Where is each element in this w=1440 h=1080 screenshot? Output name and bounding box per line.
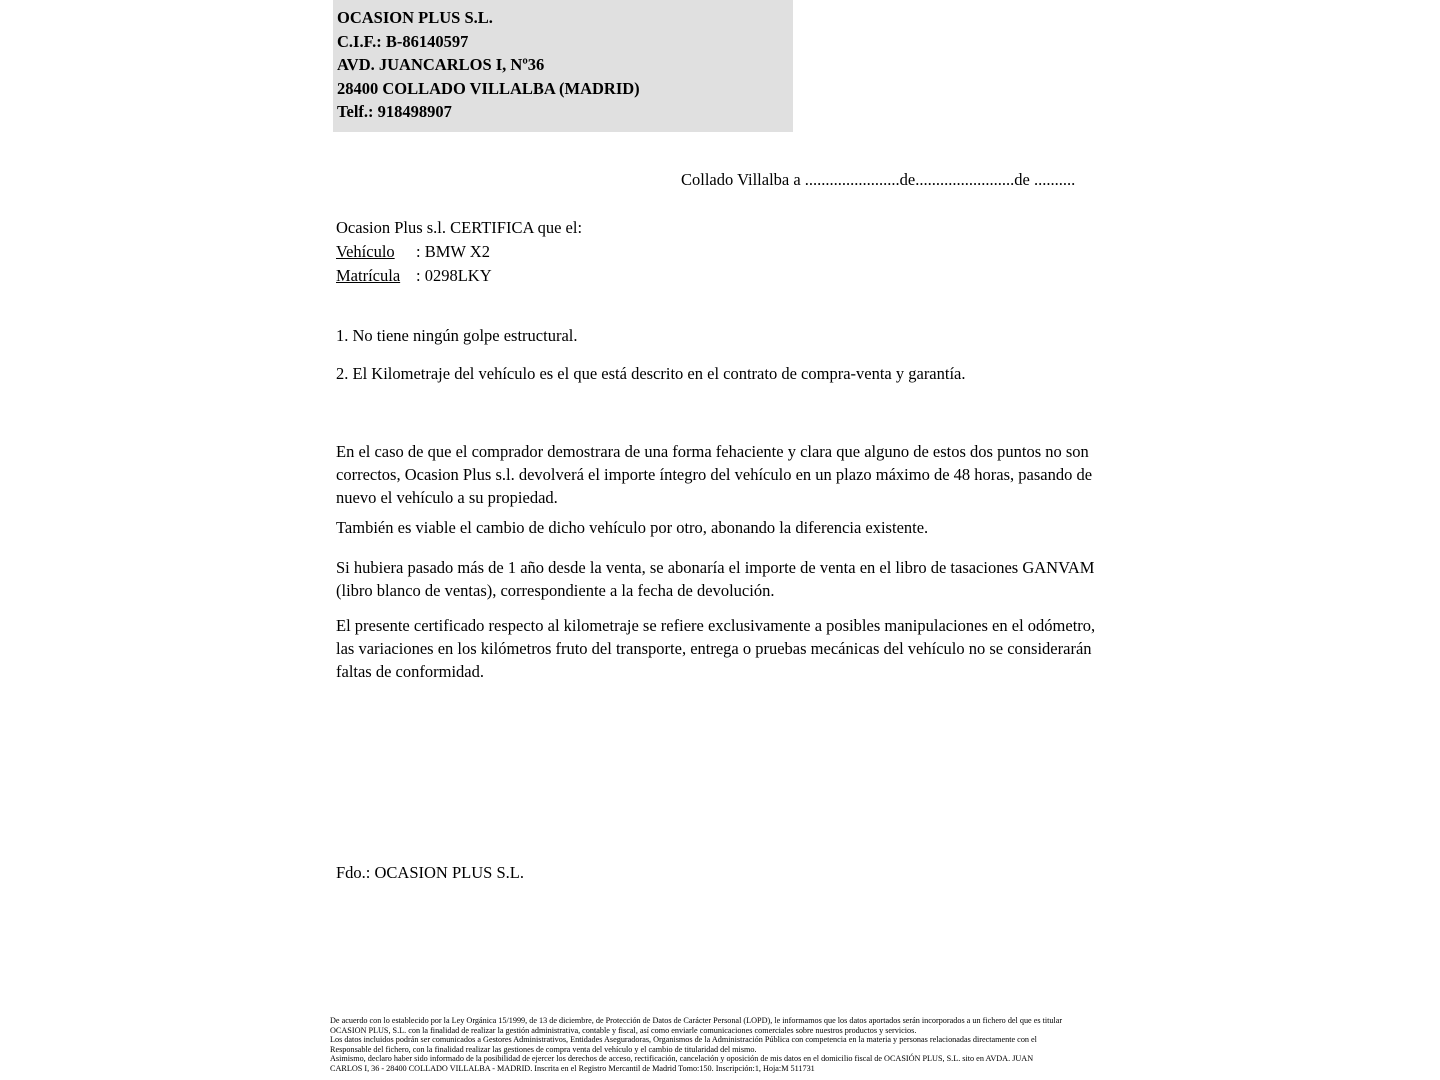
- certification-block: [336, 216, 582, 288]
- company-phone: Telf.: 918498907: [337, 102, 452, 121]
- legal-line-5: Asimismo, declaro haber sido informado de la posibilidad de ejercer los derechos de acceso, rectificación, cancelación y oposición de mis datos en el domicilio fiscal de OCASIÓN PLUS, S.L. sito en AVDA. JUAN: [330, 1054, 1034, 1064]
- legal-line-3: Los datos incluidos podrán ser comunicados a Gestores Administrativos, Entidades Aseguradoras, Organismos de la Administración Pública con competencia en la materia y personas relacionadas directamente con el: [330, 1035, 1037, 1045]
- vehicle-row: [336, 240, 582, 264]
- paragraph-refund: En el caso de que el comprador demostrara de una forma fehaciente y clara que alguno de estos dos puntos no son correctos, Ocasion Plus s.l. devolverá el importe íntegro del vehículo en un plazo máximo de 48 horas, pasando de nuevo el vehículo a su propiedad.: [336, 442, 1093, 507]
- legal-line-6: CARLOS I, 36 - 28400 COLLADO VILLALBA - MADRID. Inscrita en el Registro Mercantil de Madrid Tomo:150. Inscripción:1, Hoja:M 511731: [330, 1063, 815, 1073]
- legal-line-2: OCASION PLUS, S.L. con la finalidad de realizar la gestión administrativa, contable y fiscal, así como enviarle comunicaciones comerciales sobre nuestros productos y servicios.: [330, 1025, 917, 1035]
- plate-label: Matrícula: [336, 266, 401, 285]
- point-2: 2. El Kilometraje del vehículo es el que está descrito en el contrato de compra-venta y garantía.: [336, 364, 966, 383]
- paragraph-odometer: El presente certificado respecto al kilometraje se refiere exclusivamente a posibles manipulaciones en el odómetro, las variaciones en los kilómetros fruto del transporte, entrega o pruebas mecánicas del vehículo no se considerarán faltas de conformidad.: [336, 616, 1096, 681]
- legal-line-4: Responsable del fichero, con la finalidad realizar las gestiones de compra venta del vehículo y el cambio de titularidad del mismo.: [330, 1044, 757, 1054]
- plate-row: [336, 264, 582, 288]
- vehicle-label: Vehículo: [336, 242, 395, 261]
- place-and-date-line: Collado Villalba a .......................de........................de ..........: [681, 170, 1076, 189]
- company-cif: C.I.F.: B-86140597: [337, 31, 469, 51]
- legal-footnote: [330, 1016, 1120, 1074]
- company-city: 28400 COLLADO VILLALBA (MADRID): [337, 78, 640, 98]
- legal-line-1: De acuerdo con lo establecido por la Ley Orgánica 15/1999, de 13 de diciembre, de Protección de Datos de Carácter Personal (LOPD), le informamos que los datos aportados serán incorporados a un fichero del que es titular: [330, 1016, 1063, 1025]
- signature-line: Fdo.: OCASION PLUS S.L.: [336, 863, 524, 882]
- paragraph-exchange: También es viable el cambio de dicho vehículo por otro, abonando la diferencia existente.: [336, 518, 929, 537]
- paragraph-ganvam: Si hubiera pasado más de 1 año desde la venta, se abonaría el importe de venta en el libro de tasaciones GANVAM (libro blanco de ventas), correspondiente a la fecha de devolución.: [336, 558, 1095, 600]
- company-address: AVD. JUANCARLOS I, Nº36: [337, 55, 545, 74]
- plate-value: : 0298LKY: [416, 266, 492, 285]
- company-header-block: [333, 0, 793, 132]
- vehicle-value: : BMW X2: [416, 242, 490, 261]
- company-name: OCASION PLUS S.L.: [337, 8, 493, 27]
- point-1: 1. No tiene ningún golpe estructural.: [336, 326, 578, 345]
- certifies-intro: Ocasion Plus s.l. CERTIFICA que el:: [336, 218, 583, 237]
